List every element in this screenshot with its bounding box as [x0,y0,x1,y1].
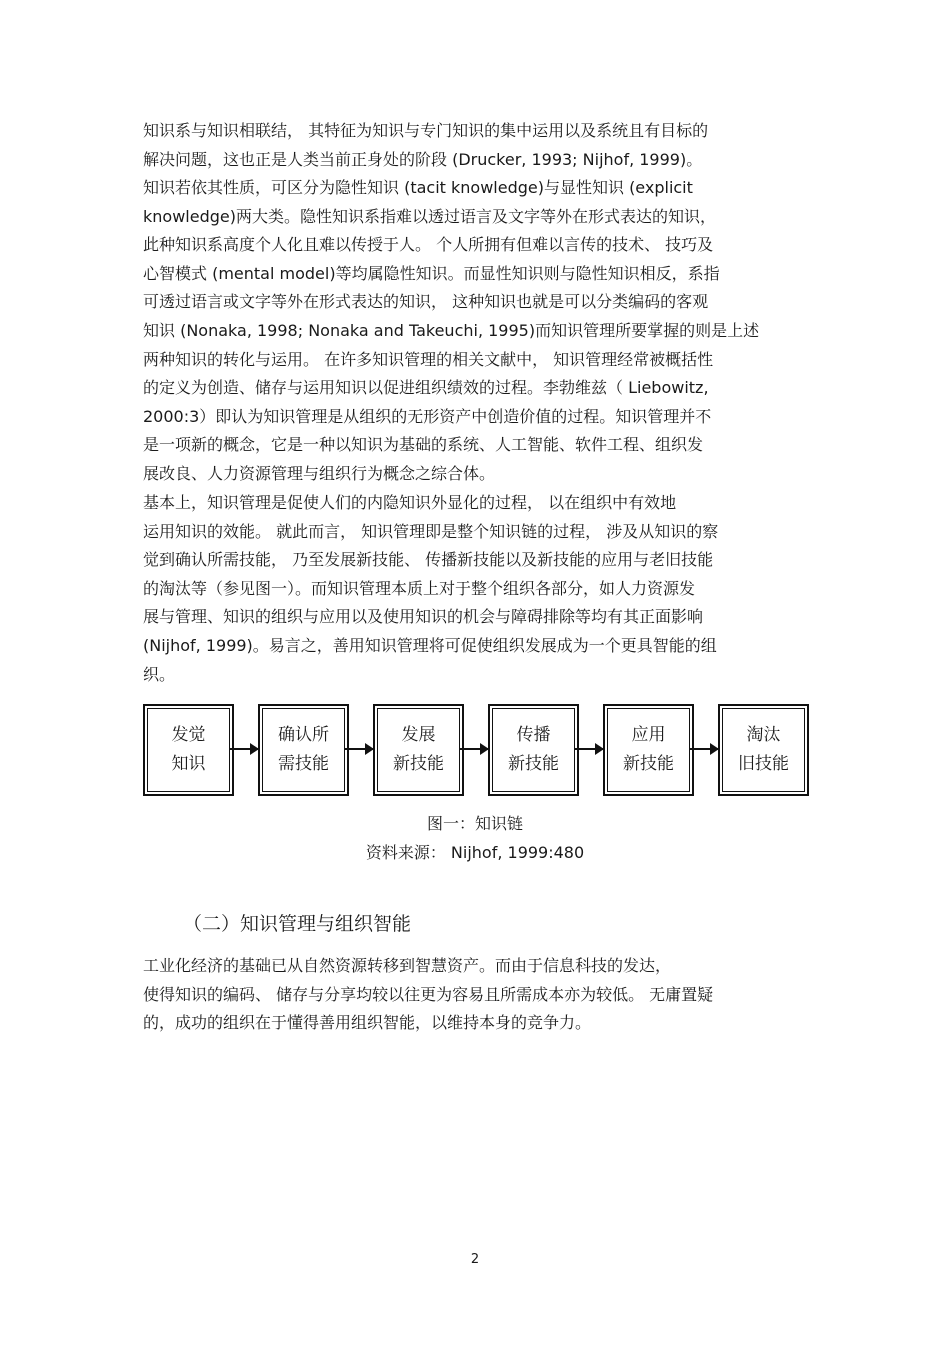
knowledge-chain-diagram [143,704,807,796]
section-heading: （二）知识管理与组织智能 [183,913,412,935]
chain-step-line2: 需技能 [278,754,329,774]
chain-step-box [258,704,349,796]
text-line: 使得知识的编码、 储存与分享均较以往更为容易且所需成本亦为较低。 无庸置疑 [143,984,714,1004]
chain-step-box [718,704,809,796]
text-line: 知识系与知识相联结， 其特征为知识与专门知识的集中运用以及系统且有目标的 [143,121,709,140]
text-line: 运用知识的效能。 就此而言， 知识管理即是整个知识链的过程， 涉及从知识的察 [143,521,719,541]
text-line: 是一项新的概念，它是一种以知识为基础的系统、人工智能、软件工程、组织发 [143,435,704,455]
text-line: 心智模式 (mental model)等均属隐性知识。而显性知识则与隐性知识相反，系指 [143,263,720,283]
chain-step-box [373,704,464,796]
chain-step-line1: 发展 [401,725,436,745]
arrow-right-icon [460,748,488,750]
chain-step-box [488,704,579,796]
chain-step-line2: 新技能 [393,754,444,774]
paragraph-1 [143,117,808,174]
text-line: 展改良、人力资源管理与组织行为概念之综合体。 [143,463,496,483]
figure-source: 资料来源： Nijhof, 1999:480 [365,843,585,862]
arrow-right-icon [230,748,258,750]
chain-step-box [143,704,234,796]
text-line: 知识若依其性质，可区分为隐性知识 (tacit knowledge)与显性知识 (explicit [143,178,693,197]
text-line: knowledge)两大类。隐性知识系指难以透过语言及文字等外在形式表达的知识， [143,206,716,226]
arrow-right-icon [575,748,603,750]
chain-step-line2: 知识 [171,754,206,774]
paragraph-2 [143,174,808,489]
text-line: 的，成功的组织在于懂得善用组织智能，以维持本身的竞争力。 [143,1013,592,1033]
chain-step-line2: 旧技能 [738,754,789,774]
page-number: 2 [470,1252,480,1267]
text-line: 的淘汰等（参见图一）。而知识管理本质上对于整个组织各部分，如人力资源发 [143,578,696,598]
text-line: 解决问题，这也正是人类当前正身处的阶段 (Drucker, 1993; Nijhof, 1999)。 [143,149,703,169]
chain-step-line1: 淘汰 [746,725,781,745]
arrow-right-icon [345,748,373,750]
chain-step-line1: 确认所 [278,725,329,745]
text-line: 展与管理、知识的组织与应用以及使用知识的机会与障碍排除等均有其正面影响 [143,607,704,627]
text-line: 2000:3）即认为知识管理是从组织的无形资产中创造价值的过程。知识管理并不 [143,406,712,426]
text-line: 基本上，知识管理是促使人们的内隐知识外显化的过程， 以在组织中有效地 [143,493,677,512]
text-line: 织。 [143,664,176,684]
text-line: 可透过语言或文字等外在形式表达的知识， 这种知识也就是可以分类编码的客观 [143,292,709,312]
paragraph-4 [143,952,808,1038]
text-line: 觉到确认所需技能， 乃至发展新技能、 传播新技能以及新技能的应用与老旧技能 [143,550,714,570]
paragraph-3 [143,489,808,689]
text-line: 两种知识的转化与运用。 在许多知识管理的相关文献中， 知识管理经常被概括性 [143,349,714,369]
text-line: 的定义为创造、储存与运用知识以促进组织绩效的过程。李勃维兹（ Liebowitz, [143,378,709,398]
chain-step-line2: 新技能 [623,754,674,774]
chain-step-line2: 新技能 [508,754,559,774]
chain-step-line1: 应用 [631,725,666,745]
text-line: 此种知识系高度个人化且难以传授于人。 个人所拥有但难以言传的技术、 技巧及 [143,235,714,255]
text-line: 知识 (Nonaka, 1998; Nonaka and Takeuchi, 1995)而知识管理所要掌握的则是上述 [143,320,760,340]
text-line: 工业化经济的基础已从自然资源转移到智慧资产。而由于信息科技的发达， [143,956,672,975]
arrow-right-icon [690,748,718,750]
figure-caption: 图一：知识链 [426,814,523,833]
chain-step-line1: 传播 [516,725,551,745]
text-line: (Nijhof, 1999)。易言之，善用知识管理将可促使组织发展成为一个更具智能的组 [143,635,717,655]
chain-step-line1: 发觉 [171,725,206,745]
chain-step-box [603,704,694,796]
